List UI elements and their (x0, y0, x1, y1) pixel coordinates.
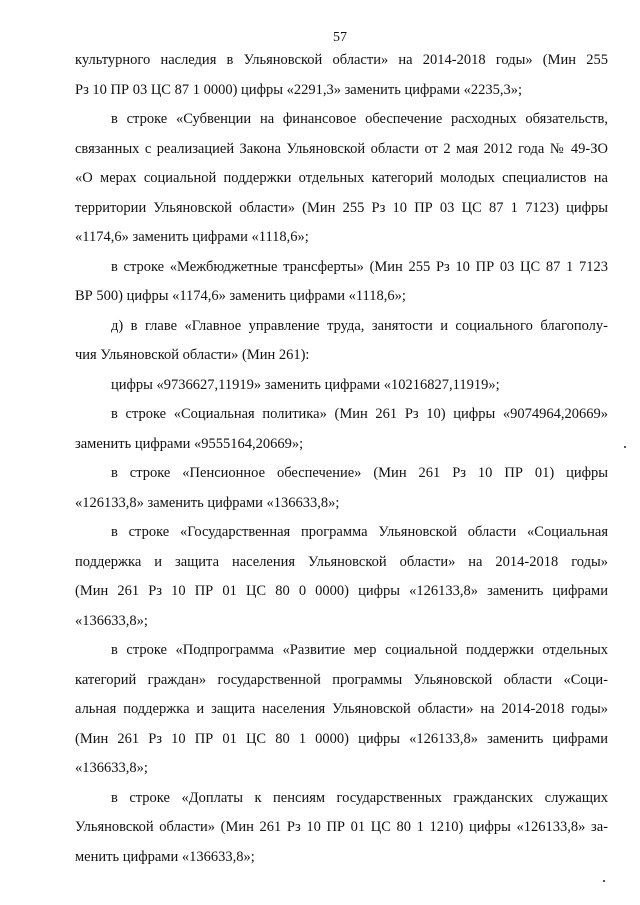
scan-speck (603, 880, 605, 882)
text-line: Ульяновской области» (Мин 261 Рз 10 ПР 01 ЦС 80 1 1210) цифры «126133,8» за- (75, 819, 608, 835)
text-line: ВР 500) цифры «1174,6» заменить цифрами «1118,6»; (75, 288, 406, 304)
text-line: «126133,8» заменить цифрами «136633,8»; (75, 494, 340, 511)
text-line: цифры «9736627,11919» заменить цифрами «10216827,11919»; (111, 376, 500, 393)
scan-speck (624, 446, 626, 448)
page-number: 57 (333, 30, 347, 45)
text-line: в строке «Доплаты к пенсиям государственных гражданских служащих (111, 789, 608, 806)
text-line: Рз 10 ПР 03 ЦС 87 1 0000) цифры «2291,3» заменить цифрами «2235,3»; (75, 81, 523, 98)
document-body (75, 52, 608, 878)
text-line: «1174,6» заменить цифрами «1118,6»; (75, 229, 309, 245)
text-line: поддержка и защита населения Ульяновской области» на 2014-2018 годы» (75, 553, 608, 570)
text-line: «О мерах социальной поддержки отдельных категорий молодых специалистов на (75, 170, 608, 186)
text-line: связанных с реализацией Закона Ульяновской области от 2 мая 2012 года № 49-ЗО (75, 140, 608, 157)
text-line: заменить цифрами «9555164,20669»; (75, 435, 304, 452)
text-line: (Мин 261 Рз 10 ПР 01 ЦС 80 1 0000) цифры «126133,8» заменить цифрами (75, 730, 608, 747)
text-line: в строке «Субвенции на финансовое обеспечение расходных обязательств, (111, 111, 608, 127)
text-line: «136633,8»; (75, 760, 148, 776)
text-line: «136633,8»; (75, 612, 148, 629)
text-line: (Мин 261 Рз 10 ПР 01 ЦС 80 0 0000) цифры «126133,8» заменить цифрами (75, 583, 608, 599)
text-line: в строке «Социальная политика» (Мин 261 Рз 10) цифры «9074964,20669» (111, 406, 608, 422)
text-line: чия Ульяновской области» (Мин 261): (75, 347, 310, 363)
text-line: категорий граждан» государственной программы Ульяновской области «Соци- (75, 671, 608, 688)
text-line: в строке «Пенсионное обеспечение» (Мин 261 Рз 10 ПР 01) цифры (111, 465, 608, 481)
text-line: д) в главе «Главное управление труда, занятости и социального благополу- (111, 317, 608, 334)
text-line: культурного наследия в Ульяновской области» на 2014-2018 годы» (Мин 255 (75, 52, 608, 68)
text-line: в строке «Подпрограмма «Развитие мер социальной поддержки отдельных (111, 642, 608, 658)
text-line: альная поддержка и защита населения Ульяновской области» на 2014-2018 годы» (75, 701, 608, 717)
text-line: территории Ульяновской области» (Мин 255 Рз 10 ПР 03 ЦС 87 1 7123) цифры (75, 199, 608, 216)
text-line: в строке «Государственная программа Ульяновской области «Социальная (111, 524, 608, 540)
text-line: менить цифрами «136633,8»; (75, 848, 255, 865)
text-line: в строке «Межбюджетные трансферты» (Мин 255 Рз 10 ПР 03 ЦС 87 1 7123 (111, 258, 608, 275)
